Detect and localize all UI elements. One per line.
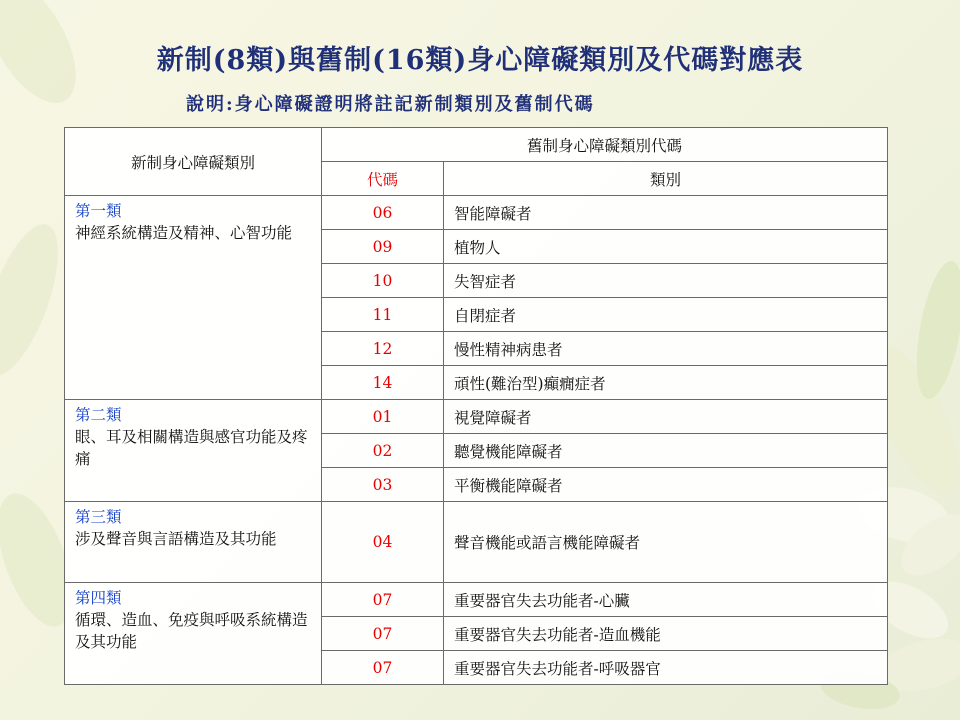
- type-cell: 頑性(難治型)癲癇症者: [444, 366, 888, 400]
- type-cell: 重要器官失去功能者-心臟: [444, 583, 888, 617]
- code-cell: 07: [322, 583, 444, 617]
- code-cell: 01: [322, 400, 444, 434]
- category-name: 第二類: [75, 406, 122, 424]
- category-name: 第三類: [75, 508, 122, 526]
- header-type: 類別: [444, 162, 888, 196]
- type-cell: 失智症者: [444, 264, 888, 298]
- code-cell: 03: [322, 468, 444, 502]
- category-description: 神經系統構造及精神、心智功能: [75, 224, 293, 242]
- type-cell: 智能障礙者: [444, 196, 888, 230]
- page-subtitle: 說明:身心障礙證明將註記新制類別及舊制代碼: [186, 94, 595, 115]
- mapping-table: [64, 127, 888, 685]
- category-description: 涉及聲音與言語構造及其功能: [75, 530, 277, 548]
- code-cell: 04: [322, 502, 444, 583]
- code-cell: 14: [322, 366, 444, 400]
- category-cell: [65, 502, 322, 583]
- code-cell: 06: [322, 196, 444, 230]
- type-cell: 平衡機能障礙者: [444, 468, 888, 502]
- table-row: [65, 400, 888, 434]
- header-new-category: 新制身心障礙類別: [65, 128, 322, 196]
- type-cell: 重要器官失去功能者-呼吸器官: [444, 651, 888, 685]
- type-cell: 慢性精神病患者: [444, 332, 888, 366]
- type-cell: 視覺障礙者: [444, 400, 888, 434]
- page-title: 新制(8類)與舊制(16類)身心障礙類別及代碼對應表: [156, 45, 804, 76]
- type-cell: 植物人: [444, 230, 888, 264]
- category-cell: [65, 583, 322, 685]
- table-row: [65, 196, 888, 230]
- table-row: [65, 583, 888, 617]
- category-name: 第四類: [75, 589, 122, 607]
- category-description: 循環、造血、免疫與呼吸系統構造及其功能: [75, 611, 308, 651]
- type-cell: 自閉症者: [444, 298, 888, 332]
- code-cell: 07: [322, 651, 444, 685]
- code-cell: 12: [322, 332, 444, 366]
- header-old-category: 舊制身心障礙類別代碼: [322, 128, 888, 162]
- table-row: [65, 502, 888, 583]
- code-cell: 07: [322, 617, 444, 651]
- category-cell: [65, 196, 322, 400]
- type-cell: 聲音機能或語言機能障礙者: [444, 502, 888, 583]
- code-cell: 09: [322, 230, 444, 264]
- code-cell: 11: [322, 298, 444, 332]
- code-cell: 02: [322, 434, 444, 468]
- type-cell: 重要器官失去功能者-造血機能: [444, 617, 888, 651]
- type-cell: 聽覺機能障礙者: [444, 434, 888, 468]
- category-description: 眼、耳及相關構造與感官功能及疼痛: [75, 428, 308, 468]
- category-cell: [65, 400, 322, 502]
- code-cell: 10: [322, 264, 444, 298]
- category-name: 第一類: [75, 202, 122, 220]
- header-code: 代碼: [322, 162, 444, 196]
